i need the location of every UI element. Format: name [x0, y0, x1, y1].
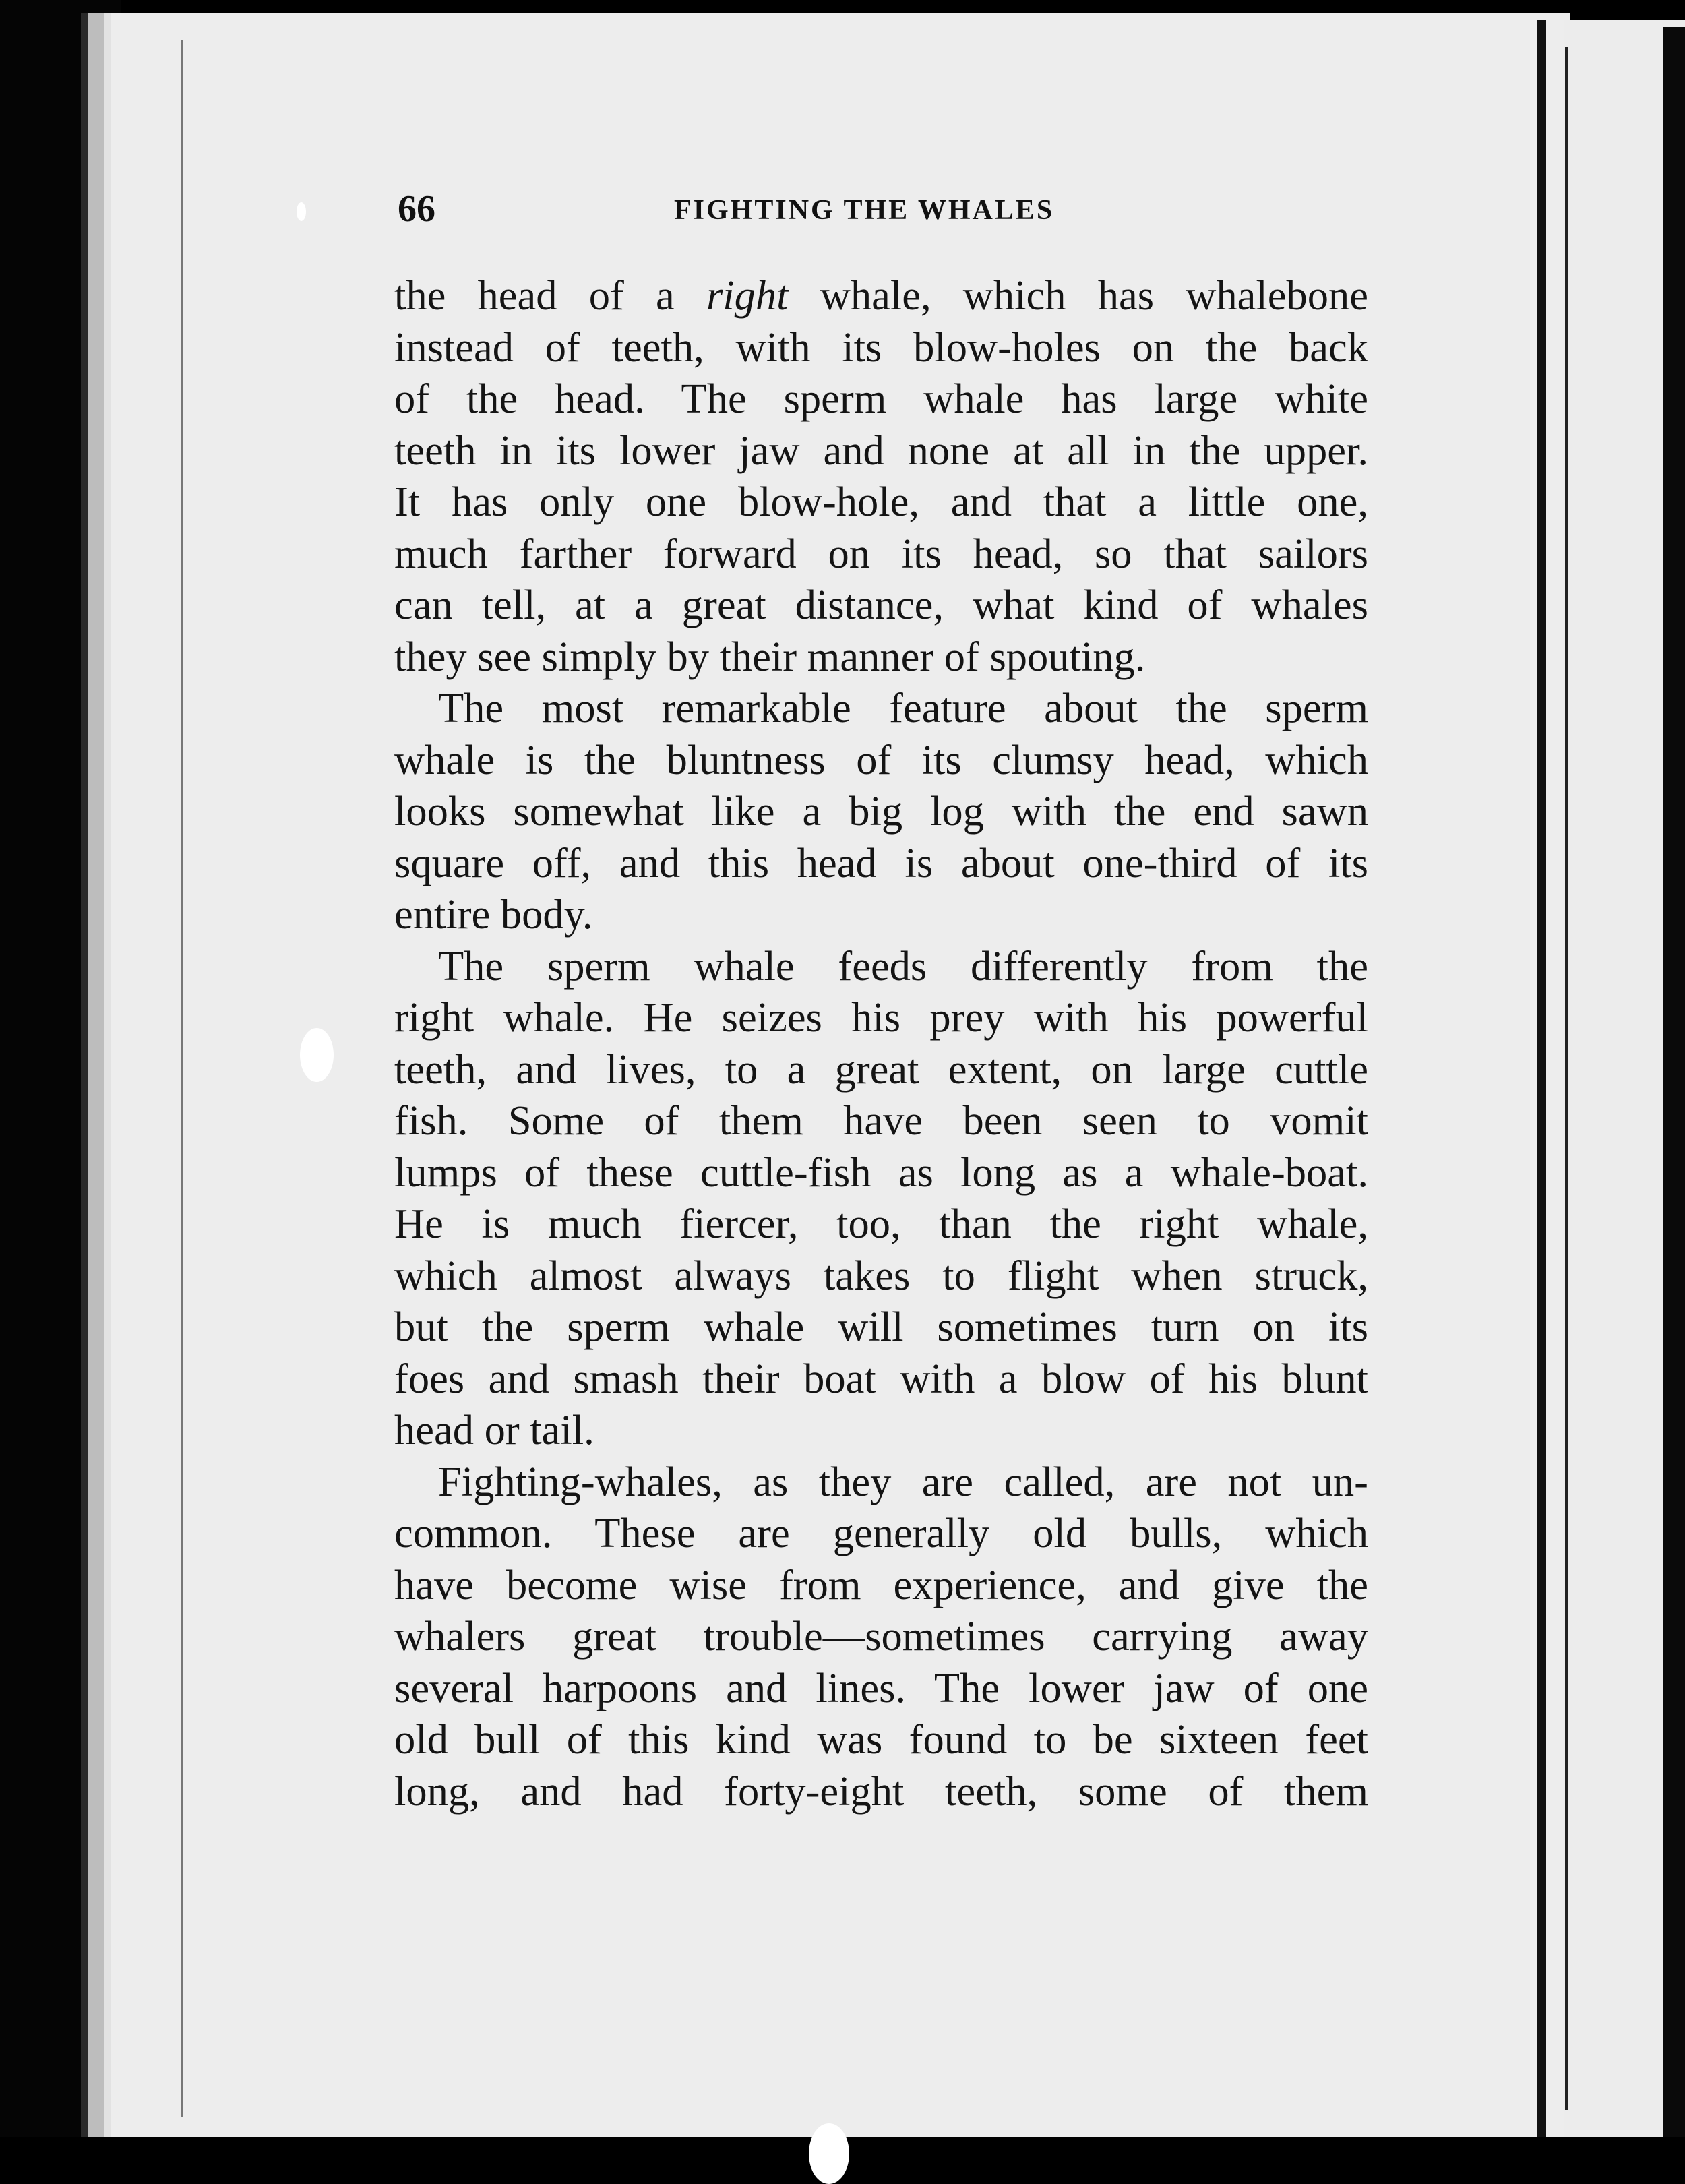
text-line-content: The most remarkable feature about the sperm: [438, 684, 1368, 731]
scan-right-border: [1663, 27, 1685, 2144]
text-line-content: common. These are generally old bulls, which: [394, 1509, 1368, 1556]
right-page-fold-line: [1565, 47, 1568, 2110]
text-line-content: whale, which has whalebone: [788, 272, 1368, 319]
text-line-content: they see simply by their manner of spouting.: [394, 632, 1146, 680]
text-line: [394, 734, 1368, 786]
text-line-content: of the head. The sperm whale has large white: [394, 375, 1368, 422]
text-line-content: can tell, at a great distance, what kind of whales: [394, 581, 1368, 628]
text-line-content: He is much fiercer, too, than the right whale,: [394, 1200, 1368, 1247]
text-line-content: instead of teeth, with its blow-holes on the back: [394, 323, 1368, 371]
text-line: [394, 1301, 1368, 1353]
page-header: [398, 187, 1375, 241]
text-line: [394, 1095, 1368, 1147]
text-line: [394, 322, 1368, 373]
text-line: [394, 785, 1368, 837]
text-line: [394, 270, 1368, 322]
text-line-content: The sperm whale feeds differently from the: [438, 942, 1368, 990]
text-line: [394, 992, 1368, 1043]
text-line: [394, 1610, 1368, 1662]
text-line: [394, 1456, 1368, 1508]
text-line-content: lumps of these cuttle-fish as long as a whale-boat.: [394, 1148, 1368, 1196]
text-line: [394, 528, 1368, 580]
text-line: [394, 373, 1368, 425]
text-line: [394, 1043, 1368, 1095]
text-line-content: teeth in its lower jaw and none at all in the upper.: [394, 426, 1368, 474]
text-line-content: looks somewhat like a big log with the end sawn: [394, 787, 1368, 835]
page-edge-rule: [181, 40, 183, 2117]
text-line-content: whalers great trouble—sometimes carrying away: [394, 1612, 1368, 1660]
text-line-content: have become wise from experience, and give the: [394, 1560, 1368, 1608]
text-line: [394, 631, 1368, 683]
text-line-content: right whale. He seizes his prey with his powerful: [394, 994, 1368, 1041]
text-line-content: Fighting-whales, as they are called, are not un-: [438, 1457, 1368, 1505]
text-line-content: old bull of this kind was found to be sixteen feet: [394, 1716, 1368, 1763]
italic-word: right: [706, 272, 789, 319]
scan-speck: [297, 202, 306, 221]
text-line: [394, 1250, 1368, 1302]
text-line-content: much farther forward on its head, so that sailors: [394, 529, 1368, 577]
text-line-content: teeth, and lives, to a great extent, on large cuttle: [394, 1045, 1368, 1093]
text-line-content: long, and had forty-eight teeth, some of them: [394, 1767, 1368, 1815]
text-line-content: It has only one blow-hole, and that a little one,: [394, 478, 1368, 525]
text-line-content: the head of a: [394, 272, 706, 319]
text-line-content: several harpoons and lines. The lower jaw of one: [394, 1664, 1368, 1711]
text-line: [394, 1662, 1368, 1714]
text-line-content: entire body.: [394, 890, 593, 938]
running-head: FIGHTING THE WHALES: [674, 195, 1055, 226]
text-line: [394, 425, 1368, 477]
text-line: [394, 1198, 1368, 1250]
body-text: [394, 270, 1368, 1817]
text-line: [394, 1559, 1368, 1611]
text-line-content: fish. Some of them have been seen to vomit: [394, 1097, 1368, 1144]
text-line: [394, 1147, 1368, 1199]
scan-speck: [809, 2123, 849, 2184]
text-line-content: head or tail.: [394, 1406, 594, 1453]
text-line: [394, 940, 1368, 992]
text-line: [394, 1507, 1368, 1559]
text-line: [394, 1353, 1368, 1405]
text-line-content: square off, and this head is about one-third of its: [394, 839, 1368, 886]
text-line: [394, 837, 1368, 889]
text-line-content: but the sperm whale will sometimes turn on its: [394, 1303, 1368, 1350]
text-line: [394, 476, 1368, 528]
text-line-content: foes and smash their boat with a blow of his blunt: [394, 1354, 1368, 1402]
text-line: [394, 682, 1368, 734]
text-line: [394, 888, 1368, 940]
scan-speck: [300, 1028, 334, 1082]
text-line-content: which almost always takes to flight when struck,: [394, 1251, 1368, 1299]
text-line: [394, 1404, 1368, 1456]
text-line-content: whale is the bluntness of its clumsy head, which: [394, 735, 1368, 783]
text-line: [394, 579, 1368, 631]
page-number: 66: [398, 188, 435, 230]
book-gutter: [1537, 20, 1546, 2144]
text-line: [394, 1713, 1368, 1765]
text-line: [394, 1765, 1368, 1817]
